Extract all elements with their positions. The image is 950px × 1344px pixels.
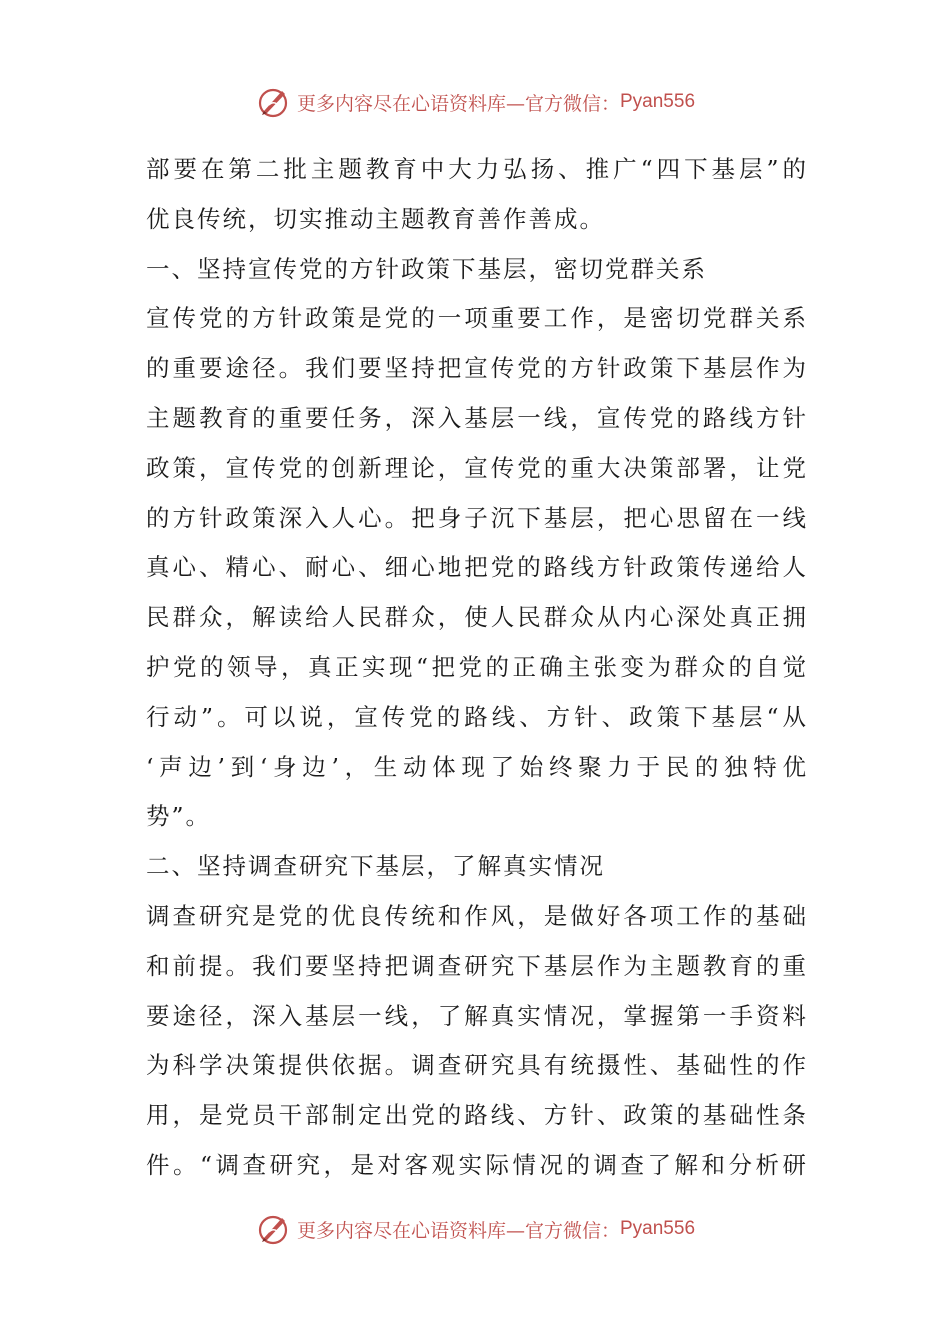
text-line: 行动”。可以说，宣传党的路线、方针、政策下基层“从 [146,702,806,731]
text-line: 政策，宣传党的创新理论，宣传党的重大决策部署，让党 [146,453,806,482]
text-line: 用，是党员干部制定出党的路线、方针、政策的基础性条 [146,1101,806,1130]
text-line: 要途径，深入基层一线，了解真实情况，掌握第一手资料 [146,1001,806,1030]
text-line: 调查研究是党的优良传统和作风，是做好各项工作的基础 [146,901,806,930]
document-body [146,145,806,1191]
text-line: 为科学决策提供依据。调查研究具有统摄性、基础性的作 [146,1051,806,1080]
text-line: 的方针政策深入人心。把身子沉下基层，把心思留在一线 [146,503,806,532]
wechat-id: Pyan556 [620,91,696,112]
text-line: 和前提。我们要坚持把调查研究下基层作为主题教育的重 [146,951,806,980]
text-line: 部要在第二批主题教育中大力弘扬、推广“四下基层”的 [146,155,806,183]
header-banner [0,82,950,122]
text-line: 宣传党的方针政策是党的一项重要工作，是密切党群关系 [146,304,806,333]
text-line: 件。“调查研究，是对客观实际情况的调查了解和分析研 [146,1150,806,1179]
banner-text: 更多内容尽在心语资料库—官方微信： [296,92,620,115]
text-line: 主题教育的重要任务，深入基层一线，宣传党的路线方针 [146,403,806,432]
wechat-id: Pyan556 [620,1218,696,1239]
text-line: 的重要途径。我们要坚持把宣传党的方针政策下基层作为 [146,354,806,383]
text-line: ‘声边’到‘身边’，生动体现了始终聚力于民的独特优 [146,752,806,781]
text-line: 真心、精心、耐心、细心地把党的路线方针政策传递给人 [146,553,806,582]
text-line: 优良传统，切实推动主题教育善作善成。 [146,204,605,233]
pen-circle-logo-icon [255,1211,291,1247]
text-line: 民群众，解读给人民群众，使人民群众从内心深处真正拥 [146,603,806,632]
section-heading: 一、坚持宣传党的方针政策下基层，密切党群关系 [146,254,707,283]
section-heading: 二、坚持调查研究下基层，了解真实情况 [146,852,605,881]
footer-banner [0,1209,950,1249]
text-line: 护党的领导，真正实现“把党的正确主张变为群众的自觉 [146,652,806,681]
pen-circle-logo-icon [255,84,291,120]
banner-text: 更多内容尽在心语资料库—官方微信： [296,1219,620,1242]
text-line: 势”。 [146,802,212,831]
